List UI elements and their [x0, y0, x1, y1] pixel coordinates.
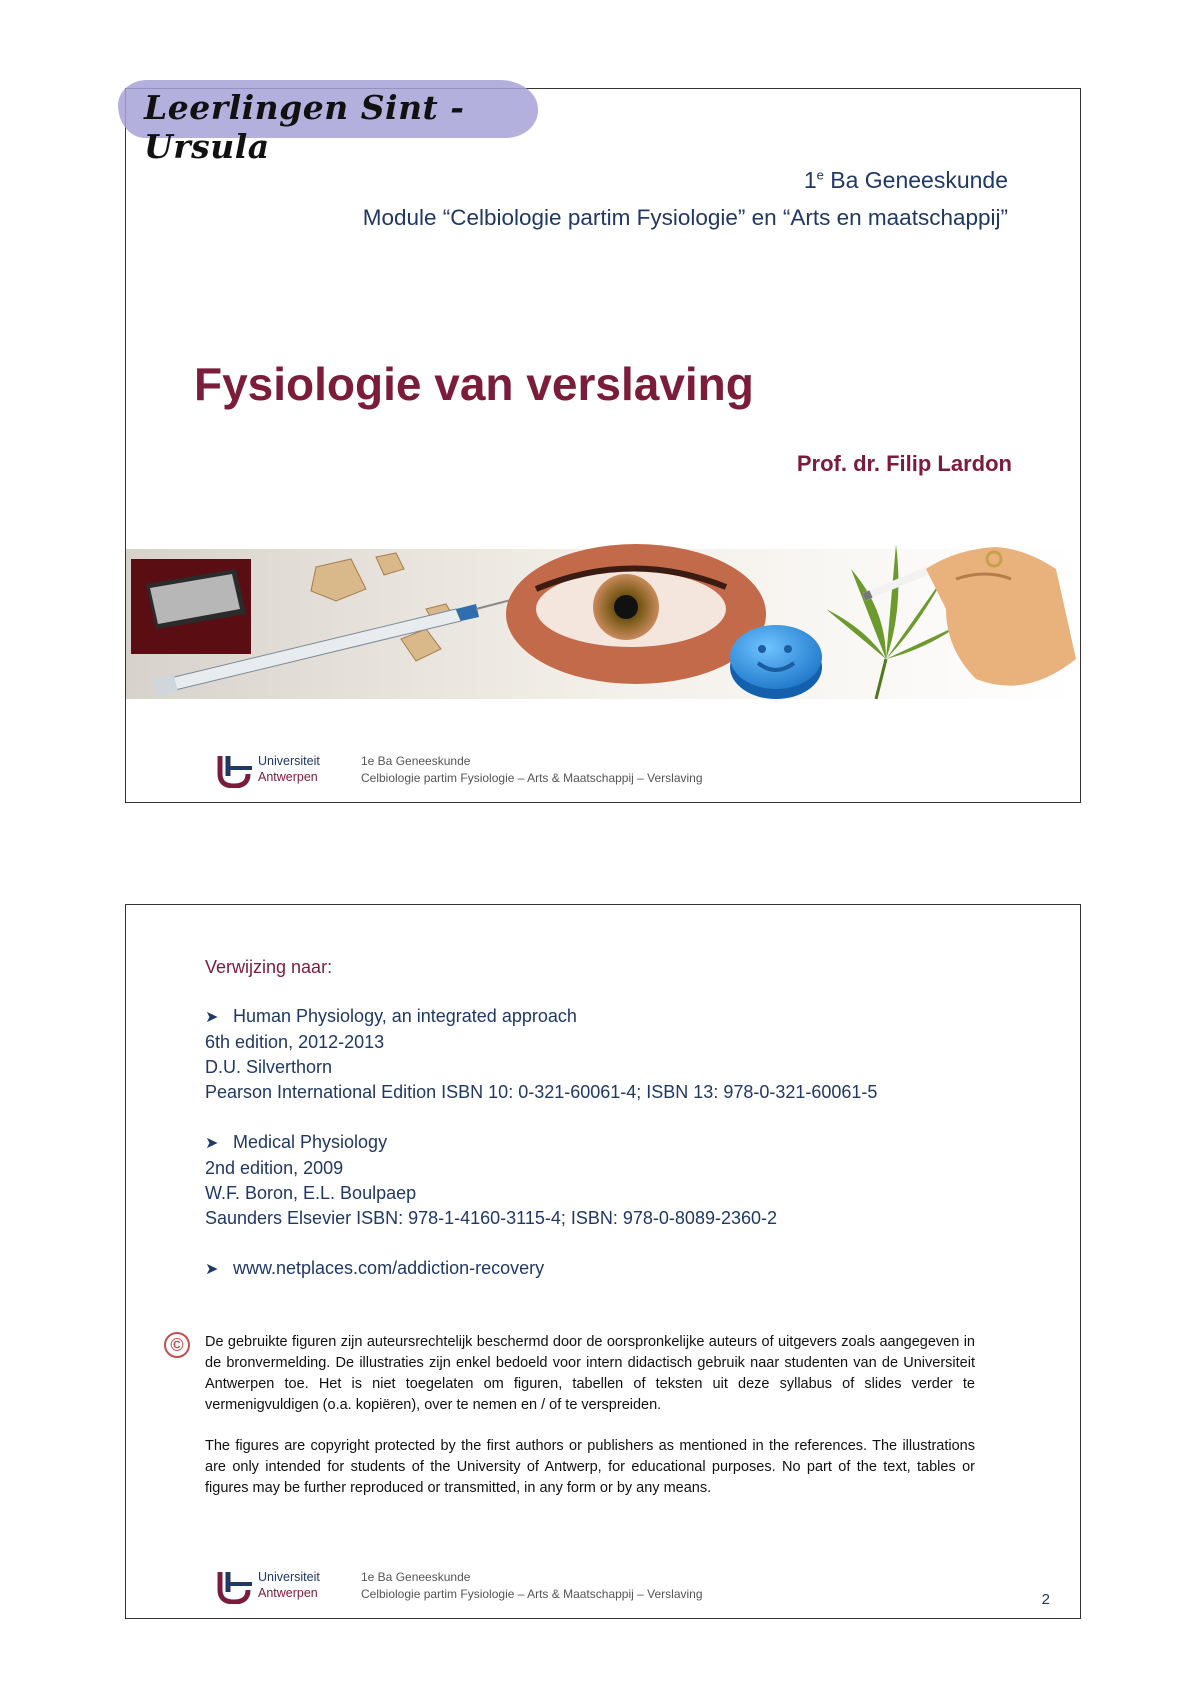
- slide-1: [125, 88, 1081, 803]
- university-logo-icon: [216, 754, 254, 788]
- arrow-bullet-icon: ➤: [205, 1135, 219, 1152]
- footer-course-text: 1e Ba Geneeskunde Celbiologie partim Fysiologie – Arts & Maatschappij – Verslaving: [361, 1570, 703, 1601]
- arrow-bullet-icon: ➤: [205, 1009, 219, 1026]
- university-name: Universiteit Antwerpen: [258, 754, 320, 784]
- reference-link-item: [205, 1256, 985, 1282]
- university-name: Universiteit Antwerpen: [258, 1570, 320, 1600]
- slide-title: Fysiologie van verslaving: [194, 358, 754, 410]
- references-section: [205, 957, 985, 1307]
- author-label: Prof. dr. Filip Lardon: [796, 451, 1012, 476]
- footer-course-text: 1e Ba Geneeskunde Celbiologie partim Fysiologie – Arts & Maatschappij – Verslaving: [361, 754, 703, 785]
- razor-blade-icon: [131, 559, 251, 654]
- copyright-text-dutch: De gebruikte figuren zijn auteursrechtelijk beschermd door de oorspronkelijke auteurs of uitgevers zoals aangegeven in de bronvermelding. De illustraties zijn enkel bedoeld voor intern didactisch gebruik naar studenten van de Universiteit Antwerpen toe. Het is niet toegelaten om figuren, tabellen of teksten uit deze syllabus of slides verder te vermenigvuldigen (o.a. kopiëren), over te nemen en / of te verspreiden.: [205, 1334, 975, 1413]
- reference-item: ➤ Medical Physiology 2nd edition, 2009 W.F. Boron, E.L. Boulpaep Saunders Elsevier ISBN: 978-1-4160-3115-4; ISBN: 978-0-8089-2360-2: [205, 1132, 778, 1228]
- eye-icon: [506, 544, 766, 684]
- course-label: 1e Ba Geneeskunde: [803, 167, 1008, 193]
- references-heading: Verwijzing naar:: [205, 957, 333, 977]
- handwritten-note-text: Leerlingen Sint - Ursula: [144, 88, 465, 166]
- page-number: 2: [1041, 1591, 1050, 1608]
- reference-item: ➤ Human Physiology, an integrated approach 6th edition, 2012-2013 D.U. Silverthorn Pearson International Edition ISBN 10: 0-321-60061-4; ISBN 13: 978-0-321-60061-5: [205, 1006, 878, 1102]
- arrow-bullet-icon: ➤: [205, 1261, 219, 1278]
- drugs-banner-image: [126, 529, 1079, 709]
- module-label: Module “Celbiologie partim Fysiologie” en “Arts en maatschappij”: [362, 205, 1008, 230]
- handwritten-note: [118, 80, 538, 166]
- smiley-pill-icon: [730, 625, 822, 699]
- slide-footer: [216, 1568, 1016, 1608]
- slide-2: [125, 904, 1081, 1619]
- netplaces-link[interactable]: www.netplaces.com/addiction-recovery: [233, 1258, 545, 1278]
- university-logo-icon: [216, 1570, 254, 1604]
- copyright-text-english: The figures are copyright protected by the first authors or publishers as mentioned in the references. The illustrations are only intended for students of the University of Antwerp, for educational purposes. No part of the text, tables or figures may be further reproduced or transmitted, in any form or by any means.: [205, 1438, 975, 1496]
- copyright-icon: ©: [164, 1332, 190, 1358]
- slide-footer: [216, 752, 1016, 792]
